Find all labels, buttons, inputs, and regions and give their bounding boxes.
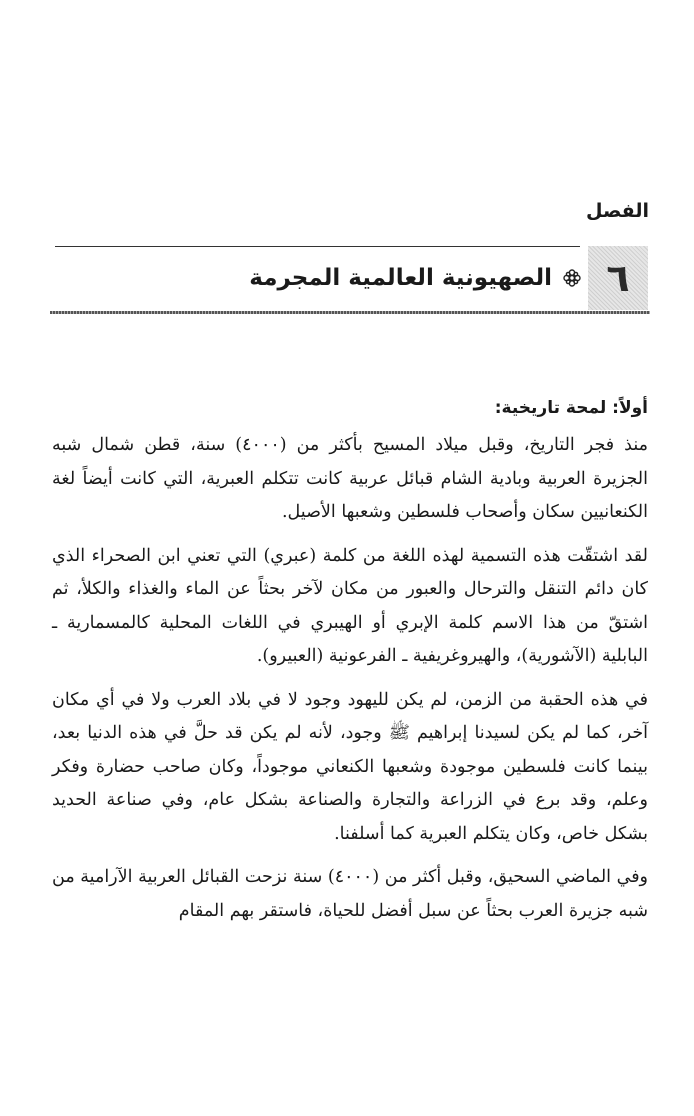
paragraph-2: لقد اشتقّت هذه التسمية لهذه اللغة من كلمة (عبري) التي تعني ابن الصحراء الذي كان دائم التنقل والترحال والعبور من مكان لآخر بحثاً عن الماء والغذاء والكلأ، ثم اشتقّ من هذا الاسم كلمة الإبري أو الهيبري في اللغات المحلية كالمسمارية ـ البابلية (الآشورية)، والهيروغريفية ـ الفرعونية (العبيرو). xyxy=(52,545,648,666)
paragraph-4: وفي الماضي السحيق، وقبل أكثر من (٤٠٠٠) سنة نزحت القبائل العربية الآرامية من شبه جزيرة العرب بحثاً عن سبل أفضل للحياة، فاستقر بهم المقام xyxy=(52,867,649,921)
chapter-number-box xyxy=(588,246,648,310)
paragraph-3: في هذه الحقبة من الزمن، لم يكن لليهود وجود لا في بلاد العرب ولا في أي مكان آخر، كما لم يكن لسيدنا إبراهيم ﷺ وجود، لأنه لم يكن قد حلَّ في هذه الدنيا بعد، بينما كانت فلسطين موجودة وشعبها الكنعاني موجوداً، وكان صاحب حضارة وفكر وعلم، وقد برع في الزراعة والتجارة والصناعة بشكل عام، وفي صناعة الحديد بشكل خاص، وكان يتكلم العبرية كما أسلفنا. xyxy=(52,689,648,844)
header-rule-bottom xyxy=(50,311,650,314)
chapter-title-row xyxy=(249,265,582,291)
flower-ornament-icon xyxy=(562,268,582,288)
chapter-number: ٦ xyxy=(606,256,630,300)
body-text xyxy=(52,392,648,938)
paragraph-1: منذ فجر التاريخ، وقبل ميلاد المسيح بأكثر من (٤٠٠٠) سنة، قطن شمال شبه الجزيرة العربية وبادية الشام قبائل عربية كانت تتكلم العبرية، التي كانت أيضاً لغة الكنعانيين سكان وأصحاب فلسطين وشعبها الأصيل. xyxy=(52,435,648,522)
chapter-label: الفصل xyxy=(585,200,649,222)
section-heading: أولاً: لمحة تاريخية: xyxy=(494,398,648,418)
chapter-title: الصهيونية العالمية المجرمة xyxy=(249,265,552,291)
header-rule-top xyxy=(55,246,580,247)
